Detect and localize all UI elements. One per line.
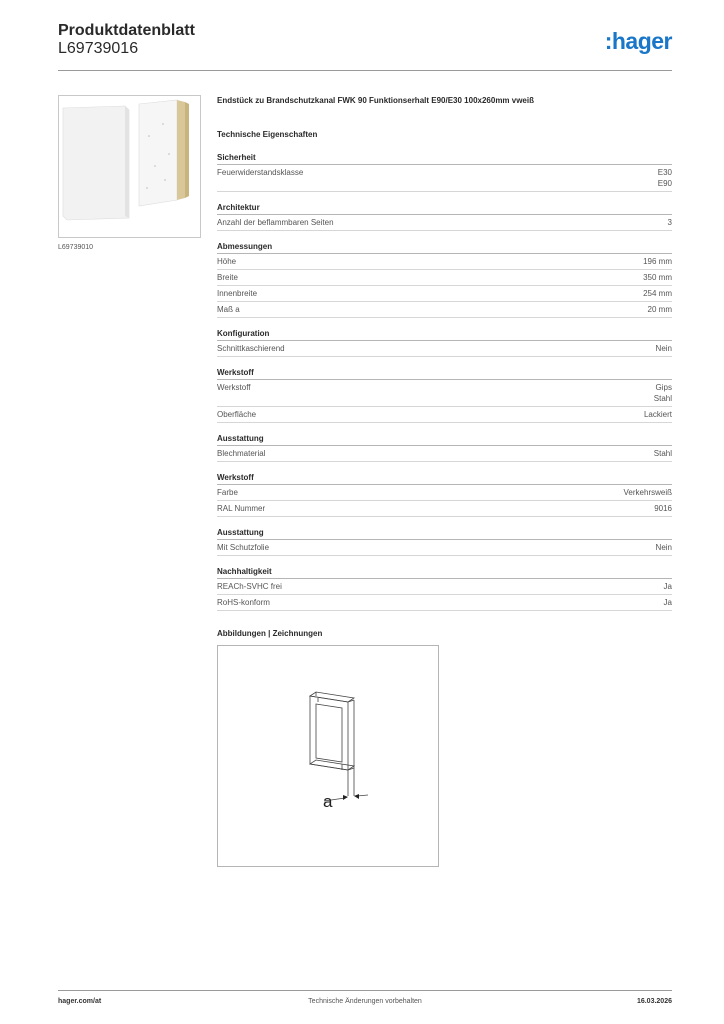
property-value <box>654 503 672 514</box>
property-row <box>217 270 672 286</box>
figures-heading: Abbildungen | Zeichnungen <box>217 629 323 638</box>
property-value-line: Stahl <box>653 394 672 403</box>
property-label: Anzahl der beflammbaren Seiten <box>217 218 334 227</box>
product-image <box>58 95 201 238</box>
property-row <box>217 540 672 556</box>
property-row <box>217 407 672 423</box>
property-label: Werkstoff <box>217 383 251 392</box>
hager-logo: :hager <box>604 28 672 54</box>
property-section <box>217 472 672 517</box>
property-value <box>664 597 672 608</box>
property-section <box>217 433 672 462</box>
property-value-line: 254 mm <box>643 289 672 298</box>
product-image-icon <box>59 96 200 237</box>
section-title: Architektur <box>217 202 672 215</box>
property-value-line: 196 mm <box>643 257 672 266</box>
property-row <box>217 485 672 501</box>
property-value-line: 9016 <box>654 504 672 513</box>
property-row <box>217 215 672 231</box>
property-row <box>217 579 672 595</box>
property-value <box>643 288 672 299</box>
product-details <box>217 96 672 867</box>
image-caption: L69739010 <box>58 244 94 251</box>
property-row <box>217 286 672 302</box>
section-title: Sicherheit <box>217 152 672 165</box>
property-value-line: Lackiert <box>643 410 672 419</box>
technical-drawing <box>217 645 439 867</box>
section-title: Ausstattung <box>217 433 672 446</box>
property-section <box>217 202 672 231</box>
document-title: Produktdatenblatt <box>58 22 195 39</box>
section-title: Abmessungen <box>217 241 672 254</box>
property-value-line: Gips <box>655 383 672 392</box>
property-value-line: Ja <box>663 582 672 591</box>
section-title: Werkstoff <box>217 367 672 380</box>
property-row <box>217 380 672 407</box>
property-row <box>217 446 672 462</box>
property-section <box>217 527 672 556</box>
property-value-line: Verkehrsweiß <box>623 488 672 497</box>
property-label: Feuerwiderstandsklasse <box>217 168 304 177</box>
property-row <box>217 254 672 270</box>
property-value <box>656 542 672 553</box>
property-row <box>217 595 672 611</box>
property-value <box>664 581 672 592</box>
property-label: Breite <box>217 273 238 282</box>
property-label: Maß a <box>217 305 240 314</box>
drawing-icon <box>218 646 438 866</box>
property-value <box>654 448 672 459</box>
property-label: REACh-SVHC frei <box>217 582 282 591</box>
property-section <box>217 241 672 318</box>
property-label: Farbe <box>217 488 238 497</box>
property-label: Schnittkaschierend <box>217 344 285 353</box>
drawing-label-a: a <box>323 792 333 811</box>
property-value-line: Nein <box>655 344 672 353</box>
property-value-line: 3 <box>667 218 672 227</box>
property-value <box>648 304 672 315</box>
property-value-line: E90 <box>657 179 672 188</box>
property-label: RoHS-konform <box>217 598 270 607</box>
section-title: Werkstoff <box>217 472 672 485</box>
product-title: Endstück zu Brandschutzkanal FWK 90 Funktionserhalt E90/E30 100x260mm vweiß <box>217 96 534 105</box>
property-row <box>217 302 672 318</box>
property-value <box>624 487 672 498</box>
property-value <box>656 343 672 354</box>
property-section <box>217 152 672 192</box>
property-row <box>217 165 672 192</box>
page-header <box>58 20 672 68</box>
property-row <box>217 341 672 357</box>
property-label: Oberfläche <box>217 410 257 419</box>
footer-date: 16.03.2026 <box>636 998 672 1005</box>
property-value-line: 20 mm <box>647 305 672 314</box>
properties-sections <box>217 152 672 611</box>
section-title: Ausstattung <box>217 527 672 540</box>
footer-divider <box>58 990 672 991</box>
footer-disclaimer: Technische Änderungen vorbehalten <box>308 998 422 1005</box>
property-section <box>217 367 672 423</box>
property-label: Blechmaterial <box>217 449 266 458</box>
property-row <box>217 501 672 517</box>
section-title: Konfiguration <box>217 328 672 341</box>
property-label: RAL Nummer <box>217 504 266 513</box>
property-label: Innenbreite <box>217 289 258 298</box>
section-title: Nachhaltigkeit <box>217 566 672 579</box>
property-value <box>644 409 672 420</box>
product-number: L69739016 <box>58 40 139 57</box>
property-value <box>658 167 672 189</box>
footer-website[interactable]: hager.com/at <box>58 998 102 1005</box>
header-divider <box>58 70 672 71</box>
property-value-line: Ja <box>663 598 672 607</box>
technical-properties-heading: Technische Eigenschaften <box>217 130 318 139</box>
property-label: Höhe <box>217 257 237 266</box>
property-value-line: 350 mm <box>643 273 672 282</box>
property-value <box>643 272 672 283</box>
property-value-line: Stahl <box>653 449 672 458</box>
property-value-line: Nein <box>655 543 672 552</box>
property-label: Mit Schutzfolie <box>217 543 270 552</box>
property-section <box>217 566 672 611</box>
property-section <box>217 328 672 357</box>
property-value <box>643 256 672 267</box>
property-value-line: E30 <box>657 168 672 177</box>
property-value <box>654 382 672 404</box>
property-value <box>668 217 672 228</box>
